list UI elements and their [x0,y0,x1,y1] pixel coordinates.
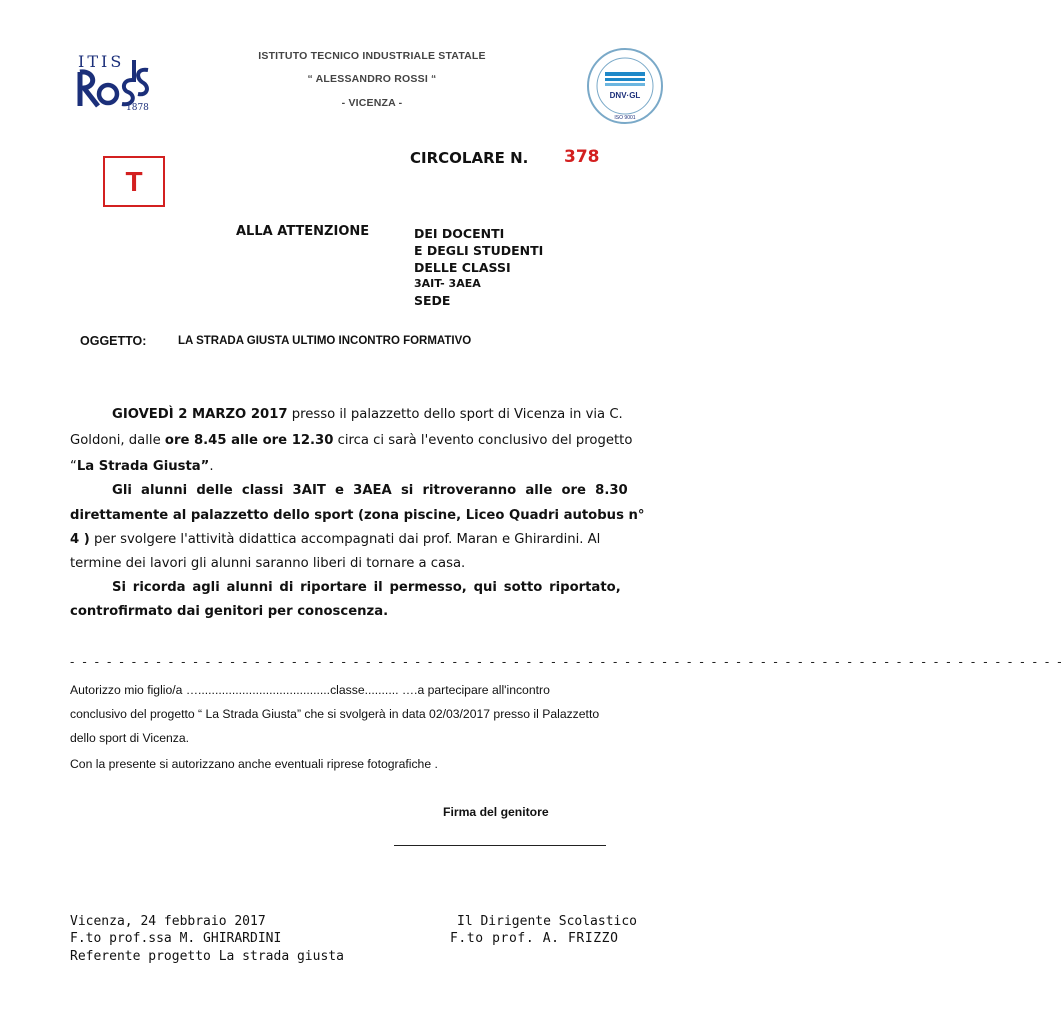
body-line: termine dei lavori gli alunni saranno liberi di tornare a casa. [70,556,466,571]
cut-line-separator: - - - - - - - - - - - - - - - - - - - - - - - - - - - - - - - - - - - - - - - - - - - - - - - - - - - - - - - - - - - - - - - - - - - - - - - - - - - - - - - - - [70,654,1064,669]
svg-text:ISO 9001: ISO 9001 [614,115,636,121]
school-city: - VICENZA - [341,97,403,109]
subject-label: OGGETTO: [80,334,147,348]
event-time: ore 8.45 alle ore 12.30 [164,433,334,448]
parent-signature-label: Firma del genitore [443,805,549,819]
subject-text: LA STRADA GIUSTA ULTIMO INCONTRO FORMATIVO [178,335,472,347]
recipient-students: E DEGLI STUDENTI [414,243,544,258]
school-name-line2: “ ALESSANDRO ROSSI “ [307,73,437,85]
body-line: “La Strada Giusta”. [70,459,214,474]
body-line: Goldoni, dalle ore 8.45 alle ore 12.30 circa ci sarà l'evento conclusivo del progetto [70,433,633,448]
authorization-line-1: Autorizzo mio figlio/a ….......................................classe.......... ….a partecipare all'incontro [70,683,550,697]
circular-label: CIRCOLARE N. [410,149,529,167]
recipient-classes: DELLE CLASSI [414,260,511,275]
footer-principal-title: Il Dirigente Scolastico [457,914,638,929]
svg-text:DNV·GL: DNV·GL [609,91,641,100]
footer-principal-signature: F.to prof. A. FRIZZO [450,931,619,946]
dnv-gl-certification-logo [582,46,668,126]
body-line: direttamente al palazzetto dello sport (zona piscine, Liceo Quadri autobus n° [70,508,645,523]
authorization-line-3: dello sport di Vicenza. [70,731,190,745]
body-line: Gli alunni delle classi 3AIT e 3AEA si ritroveranno alle ore 8.30 [112,483,628,498]
authorization-line-2: conclusivo del progetto “ La Strada Giusta” che si svolgerà in data 02/03/2017 presso il Palazzetto [70,707,600,721]
project-name: La Strada Giusta” [76,459,210,474]
photo-consent-line: Con la presente si autorizzano anche eventuali riprese fotografiche . [70,757,438,771]
event-date: GIOVEDÌ 2 MARZO 2017 [112,407,288,422]
circular-number: 378 [564,147,600,167]
school-logo [76,50,156,112]
footer-project-referent: Referente progetto La strada giusta [70,949,344,964]
footer-date: Vicenza, 24 febbraio 2017 [70,914,266,929]
body-line: 4 ) per svolgere l'attività didattica accompagnati dai prof. Maran e Ghirardini. Al [70,532,601,547]
svg-text:1878: 1878 [126,103,149,113]
body-line: GIOVEDÌ 2 MARZO 2017 presso il palazzetto dello sport di Vicenza in via C. [112,407,623,422]
attention-label: ALLA ATTENZIONE [236,224,370,239]
recipient-class-codes: 3AIT- 3AEA [414,277,481,290]
signature-line [394,845,606,846]
body-line: Si ricorda agli alunni di riportare il permesso, qui sotto riportato, [112,580,621,595]
recipient-teachers: DEI DOCENTI [414,226,505,241]
body-line: controfirmato dai genitori per conoscenza. [70,604,389,619]
footer-signed-teacher: F.to prof.ssa M. GHIRARDINI [70,931,282,946]
school-name-line1: ISTITUTO TECNICO INDUSTRIALE STATALE [258,50,486,62]
recipient-location: SEDE [414,293,451,308]
t-marker-box: T [103,156,165,207]
svg-text:ITIS: ITIS [78,52,125,71]
